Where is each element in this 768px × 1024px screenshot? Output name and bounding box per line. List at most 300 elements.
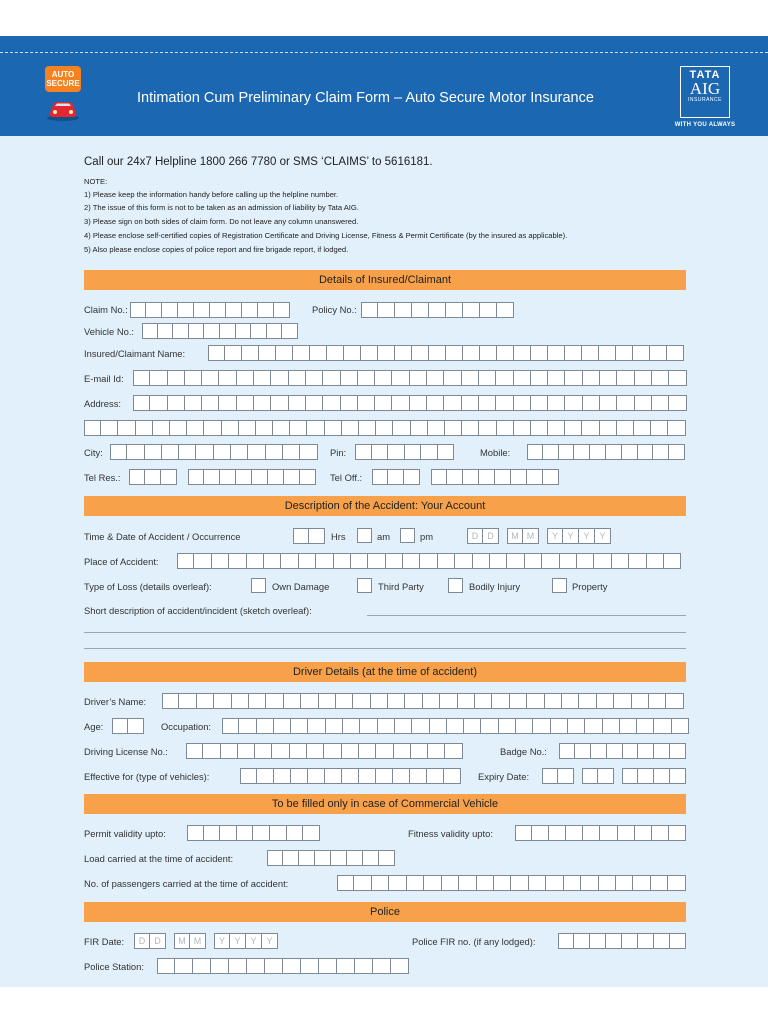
char-box[interactable] — [301, 958, 319, 974]
char-box[interactable] — [559, 444, 575, 460]
char-box[interactable] — [565, 345, 582, 361]
char-box[interactable] — [420, 553, 437, 569]
fir-year-input[interactable] — [214, 933, 278, 949]
char-box[interactable] — [299, 553, 316, 569]
char-box[interactable] — [203, 743, 220, 759]
fir-day-input[interactable] — [134, 933, 166, 949]
char-box[interactable] — [672, 718, 689, 734]
char-box[interactable] — [603, 718, 620, 734]
char-box[interactable] — [254, 370, 271, 386]
bodily-injury-checkbox[interactable] — [448, 578, 463, 593]
char-box[interactable] — [247, 958, 265, 974]
char-box[interactable] — [291, 768, 308, 784]
char-box[interactable] — [175, 958, 193, 974]
char-box[interactable] — [392, 395, 409, 411]
char-box[interactable] — [568, 718, 585, 734]
char-box[interactable]: Y — [214, 933, 230, 949]
char-box[interactable] — [462, 395, 479, 411]
accident-year-input[interactable] — [547, 528, 611, 544]
char-box[interactable] — [251, 323, 267, 339]
accident-month-input[interactable] — [507, 528, 539, 544]
char-box[interactable] — [344, 345, 361, 361]
char-box[interactable]: D — [467, 528, 483, 544]
char-box[interactable] — [438, 444, 455, 460]
char-box[interactable] — [666, 693, 683, 709]
char-box[interactable] — [585, 718, 602, 734]
char-box[interactable] — [236, 469, 252, 485]
char-box[interactable] — [494, 875, 511, 891]
char-box[interactable] — [496, 395, 513, 411]
claim-no-input[interactable] — [130, 302, 290, 318]
char-box[interactable] — [480, 302, 497, 318]
char-box[interactable] — [319, 693, 336, 709]
char-box[interactable] — [307, 743, 324, 759]
char-box[interactable] — [490, 553, 507, 569]
char-box[interactable] — [410, 370, 427, 386]
char-box[interactable]: M — [523, 528, 539, 544]
address-input-line2[interactable] — [84, 420, 686, 436]
char-box[interactable] — [405, 444, 422, 460]
char-box[interactable] — [565, 420, 582, 436]
char-box[interactable] — [574, 933, 590, 949]
char-box[interactable] — [440, 693, 457, 709]
char-box[interactable] — [531, 420, 548, 436]
char-box[interactable] — [306, 370, 323, 386]
char-box[interactable] — [507, 553, 524, 569]
char-box[interactable] — [173, 323, 189, 339]
badge-input[interactable] — [559, 743, 686, 759]
char-box[interactable] — [559, 743, 575, 759]
char-box[interactable] — [186, 743, 203, 759]
char-box[interactable] — [359, 743, 376, 759]
char-box[interactable] — [652, 825, 669, 841]
char-box[interactable] — [403, 553, 420, 569]
char-box[interactable] — [531, 345, 548, 361]
char-box[interactable] — [558, 768, 574, 784]
char-box[interactable] — [178, 302, 194, 318]
age-input[interactable] — [112, 718, 144, 734]
char-box[interactable] — [548, 345, 565, 361]
char-box[interactable] — [617, 370, 634, 386]
char-box[interactable] — [187, 420, 204, 436]
char-box[interactable] — [187, 825, 204, 841]
char-box[interactable] — [197, 693, 214, 709]
char-box[interactable] — [281, 553, 298, 569]
char-box[interactable] — [411, 743, 428, 759]
char-box[interactable] — [632, 693, 649, 709]
char-box[interactable] — [411, 420, 428, 436]
char-box[interactable] — [598, 768, 614, 784]
char-box[interactable] — [231, 444, 248, 460]
description-line[interactable] — [84, 632, 686, 633]
char-box[interactable] — [257, 768, 274, 784]
police-station-input[interactable] — [157, 958, 409, 974]
char-box[interactable] — [202, 395, 219, 411]
char-box[interactable] — [620, 718, 637, 734]
effective-for-input[interactable] — [240, 768, 461, 784]
char-box[interactable] — [516, 718, 533, 734]
char-box[interactable] — [562, 693, 579, 709]
expiry-day-input[interactable] — [542, 768, 574, 784]
char-box[interactable]: Y — [563, 528, 579, 544]
char-box[interactable] — [545, 693, 562, 709]
char-box[interactable] — [268, 469, 284, 485]
char-box[interactable] — [479, 395, 496, 411]
char-box[interactable] — [214, 444, 231, 460]
char-box[interactable] — [445, 420, 462, 436]
char-box[interactable] — [564, 875, 581, 891]
char-box[interactable] — [479, 420, 496, 436]
char-box[interactable] — [290, 743, 307, 759]
char-box[interactable] — [525, 553, 542, 569]
char-box[interactable] — [347, 850, 363, 866]
char-box[interactable] — [497, 420, 514, 436]
char-box[interactable] — [583, 395, 600, 411]
char-box[interactable] — [591, 743, 607, 759]
license-input[interactable] — [186, 743, 463, 759]
char-box[interactable] — [480, 345, 497, 361]
char-box[interactable] — [649, 693, 666, 709]
own-damage-checkbox[interactable] — [251, 578, 266, 593]
char-box[interactable] — [360, 718, 377, 734]
char-box[interactable] — [464, 718, 481, 734]
permit-validity-input[interactable] — [187, 825, 320, 841]
char-box[interactable] — [514, 395, 531, 411]
char-box[interactable] — [622, 768, 638, 784]
char-box[interactable] — [161, 469, 177, 485]
char-box[interactable] — [112, 718, 128, 734]
char-box[interactable] — [249, 693, 266, 709]
char-box[interactable] — [264, 553, 281, 569]
char-box[interactable] — [542, 768, 558, 784]
char-box[interactable] — [376, 768, 393, 784]
description-line[interactable] — [84, 648, 686, 649]
char-box[interactable] — [274, 718, 291, 734]
char-box[interactable] — [283, 444, 300, 460]
char-box[interactable] — [410, 395, 427, 411]
char-box[interactable] — [194, 302, 210, 318]
char-box[interactable] — [299, 850, 315, 866]
char-box[interactable] — [337, 875, 354, 891]
char-box[interactable] — [378, 345, 395, 361]
char-box[interactable] — [212, 553, 229, 569]
char-box[interactable] — [267, 850, 283, 866]
char-box[interactable] — [284, 469, 300, 485]
char-box[interactable] — [359, 768, 376, 784]
char-box[interactable] — [543, 444, 559, 460]
char-box[interactable] — [267, 323, 283, 339]
char-box[interactable] — [204, 420, 221, 436]
place-input[interactable] — [177, 553, 681, 569]
char-box[interactable] — [150, 370, 167, 386]
char-box[interactable] — [607, 743, 623, 759]
char-box[interactable] — [445, 743, 462, 759]
char-box[interactable] — [355, 958, 373, 974]
char-box[interactable] — [566, 825, 583, 841]
char-box[interactable] — [239, 718, 256, 734]
char-box[interactable] — [514, 420, 531, 436]
char-box[interactable] — [270, 825, 287, 841]
char-box[interactable] — [373, 958, 391, 974]
char-box[interactable] — [590, 933, 606, 949]
char-box[interactable] — [283, 958, 301, 974]
char-box[interactable] — [463, 469, 479, 485]
char-box[interactable] — [444, 370, 461, 386]
char-box[interactable] — [168, 370, 185, 386]
char-box[interactable] — [638, 933, 654, 949]
char-box[interactable] — [600, 825, 617, 841]
char-box[interactable] — [510, 693, 527, 709]
char-box[interactable] — [342, 420, 359, 436]
char-box[interactable] — [634, 420, 651, 436]
char-box[interactable] — [618, 825, 635, 841]
char-box[interactable] — [303, 825, 320, 841]
char-box[interactable] — [574, 444, 590, 460]
char-box[interactable] — [447, 718, 464, 734]
char-box[interactable] — [558, 933, 574, 949]
char-box[interactable] — [226, 302, 242, 318]
char-box[interactable] — [204, 323, 220, 339]
char-box[interactable] — [210, 302, 226, 318]
char-box[interactable]: D — [134, 933, 150, 949]
char-box[interactable] — [315, 850, 331, 866]
char-box[interactable] — [424, 875, 441, 891]
char-box[interactable] — [514, 345, 531, 361]
char-box[interactable] — [325, 768, 342, 784]
char-box[interactable] — [247, 553, 264, 569]
driver-name-input[interactable] — [162, 693, 684, 709]
char-box[interactable] — [222, 420, 239, 436]
address-input-line1[interactable] — [133, 395, 687, 411]
char-box[interactable] — [635, 395, 652, 411]
char-box[interactable] — [637, 718, 654, 734]
char-box[interactable] — [237, 370, 254, 386]
char-box[interactable] — [606, 933, 622, 949]
char-box[interactable] — [529, 875, 546, 891]
char-box[interactable] — [395, 302, 412, 318]
char-box[interactable] — [575, 743, 591, 759]
char-box[interactable] — [462, 370, 479, 386]
char-box[interactable] — [372, 875, 389, 891]
char-box[interactable] — [582, 420, 599, 436]
char-box[interactable] — [145, 469, 161, 485]
char-box[interactable] — [492, 693, 509, 709]
char-box[interactable] — [316, 553, 333, 569]
char-box[interactable] — [407, 875, 424, 891]
char-box[interactable] — [118, 420, 135, 436]
char-box[interactable]: Y — [547, 528, 563, 544]
char-box[interactable] — [600, 395, 617, 411]
char-box[interactable] — [327, 345, 344, 361]
char-box[interactable] — [355, 444, 372, 460]
char-box[interactable] — [239, 420, 256, 436]
char-box[interactable] — [622, 933, 638, 949]
char-box[interactable] — [101, 420, 118, 436]
char-box[interactable] — [128, 718, 144, 734]
char-box[interactable] — [220, 469, 236, 485]
char-box[interactable] — [446, 345, 463, 361]
char-box[interactable] — [668, 420, 685, 436]
char-box[interactable] — [412, 345, 429, 361]
char-box[interactable] — [162, 693, 179, 709]
char-box[interactable] — [341, 395, 358, 411]
char-box[interactable] — [110, 444, 127, 460]
hours-input[interactable] — [293, 528, 325, 544]
char-box[interactable] — [274, 768, 291, 784]
char-box[interactable] — [427, 768, 444, 784]
char-box[interactable] — [208, 345, 225, 361]
char-box[interactable] — [393, 420, 410, 436]
char-box[interactable] — [600, 370, 617, 386]
char-box[interactable] — [462, 420, 479, 436]
char-box[interactable] — [511, 469, 527, 485]
char-box[interactable] — [379, 850, 395, 866]
fir-no-input[interactable] — [558, 933, 686, 949]
char-box[interactable] — [527, 469, 543, 485]
char-box[interactable] — [583, 370, 600, 386]
char-box[interactable] — [204, 825, 221, 841]
char-box[interactable] — [549, 825, 566, 841]
char-box[interactable] — [342, 743, 359, 759]
char-box[interactable] — [185, 395, 202, 411]
description-line[interactable] — [367, 615, 686, 616]
char-box[interactable]: M — [190, 933, 206, 949]
char-box[interactable] — [375, 370, 392, 386]
char-box[interactable] — [444, 768, 461, 784]
char-box[interactable] — [447, 469, 463, 485]
char-box[interactable] — [389, 875, 406, 891]
char-box[interactable] — [651, 875, 668, 891]
char-box[interactable] — [590, 444, 606, 460]
char-box[interactable] — [358, 395, 375, 411]
tel-off-number-input[interactable] — [431, 469, 559, 485]
fitness-validity-input[interactable] — [515, 825, 686, 841]
char-box[interactable] — [428, 420, 445, 436]
char-box[interactable] — [635, 370, 652, 386]
char-box[interactable] — [252, 469, 268, 485]
char-box[interactable] — [225, 345, 242, 361]
char-box[interactable] — [361, 302, 378, 318]
char-box[interactable] — [271, 395, 288, 411]
char-box[interactable] — [193, 958, 211, 974]
char-box[interactable] — [423, 693, 440, 709]
char-box[interactable] — [393, 768, 410, 784]
char-box[interactable] — [256, 420, 273, 436]
char-box[interactable]: D — [150, 933, 166, 949]
load-carried-input[interactable] — [267, 850, 395, 866]
char-box[interactable] — [378, 302, 395, 318]
char-box[interactable] — [232, 693, 249, 709]
char-box[interactable]: D — [483, 528, 499, 544]
char-box[interactable] — [177, 553, 194, 569]
char-box[interactable] — [404, 469, 420, 485]
char-box[interactable] — [336, 693, 353, 709]
accident-day-input[interactable] — [467, 528, 499, 544]
char-box[interactable] — [395, 345, 412, 361]
city-input[interactable] — [110, 444, 318, 460]
char-box[interactable] — [421, 444, 438, 460]
expiry-year-input[interactable] — [622, 768, 686, 784]
char-box[interactable] — [323, 395, 340, 411]
char-box[interactable] — [388, 693, 405, 709]
char-box[interactable] — [238, 743, 255, 759]
char-box[interactable] — [473, 553, 490, 569]
char-box[interactable] — [157, 958, 175, 974]
char-box[interactable] — [531, 370, 548, 386]
char-box[interactable] — [220, 825, 237, 841]
char-box[interactable] — [438, 553, 455, 569]
char-box[interactable] — [179, 444, 196, 460]
char-box[interactable] — [219, 395, 236, 411]
char-box[interactable] — [612, 553, 629, 569]
char-box[interactable] — [651, 420, 668, 436]
expiry-month-input[interactable] — [582, 768, 614, 784]
char-box[interactable] — [654, 743, 670, 759]
char-box[interactable] — [354, 875, 371, 891]
char-box[interactable] — [351, 553, 368, 569]
char-box[interactable] — [325, 420, 342, 436]
char-box[interactable] — [479, 370, 496, 386]
char-box[interactable] — [307, 420, 324, 436]
char-box[interactable] — [266, 444, 283, 460]
char-box[interactable] — [293, 528, 309, 544]
char-box[interactable] — [237, 825, 254, 841]
char-box[interactable] — [170, 420, 187, 436]
char-box[interactable] — [289, 370, 306, 386]
char-box[interactable] — [670, 768, 686, 784]
char-box[interactable]: Y — [262, 933, 278, 949]
char-box[interactable] — [543, 469, 559, 485]
char-box[interactable] — [145, 444, 162, 460]
char-box[interactable] — [179, 693, 196, 709]
char-box[interactable] — [532, 825, 549, 841]
char-box[interactable] — [511, 875, 528, 891]
char-box[interactable] — [376, 420, 393, 436]
char-box[interactable]: Y — [230, 933, 246, 949]
char-box[interactable] — [150, 395, 167, 411]
occupation-input[interactable] — [222, 718, 689, 734]
char-box[interactable] — [427, 370, 444, 386]
char-box[interactable] — [331, 850, 347, 866]
char-box[interactable] — [395, 718, 412, 734]
char-box[interactable] — [310, 345, 327, 361]
char-box[interactable] — [497, 302, 514, 318]
char-box[interactable] — [284, 693, 301, 709]
char-box[interactable] — [617, 395, 634, 411]
vehicle-no-input[interactable] — [142, 323, 298, 339]
char-box[interactable] — [142, 323, 158, 339]
mobile-input[interactable] — [527, 444, 685, 460]
char-box[interactable] — [542, 553, 559, 569]
char-box[interactable] — [290, 420, 307, 436]
pin-input[interactable] — [355, 444, 454, 460]
am-checkbox[interactable] — [357, 528, 372, 543]
char-box[interactable] — [248, 444, 265, 460]
char-box[interactable] — [343, 718, 360, 734]
char-box[interactable] — [158, 323, 174, 339]
char-box[interactable] — [577, 553, 594, 569]
char-box[interactable]: Y — [595, 528, 611, 544]
char-box[interactable] — [429, 345, 446, 361]
char-box[interactable] — [664, 553, 681, 569]
char-box[interactable] — [442, 875, 459, 891]
char-box[interactable] — [583, 825, 600, 841]
char-box[interactable] — [375, 395, 392, 411]
char-box[interactable]: Y — [246, 933, 262, 949]
char-box[interactable] — [372, 444, 389, 460]
char-box[interactable] — [204, 469, 220, 485]
char-box[interactable] — [219, 370, 236, 386]
